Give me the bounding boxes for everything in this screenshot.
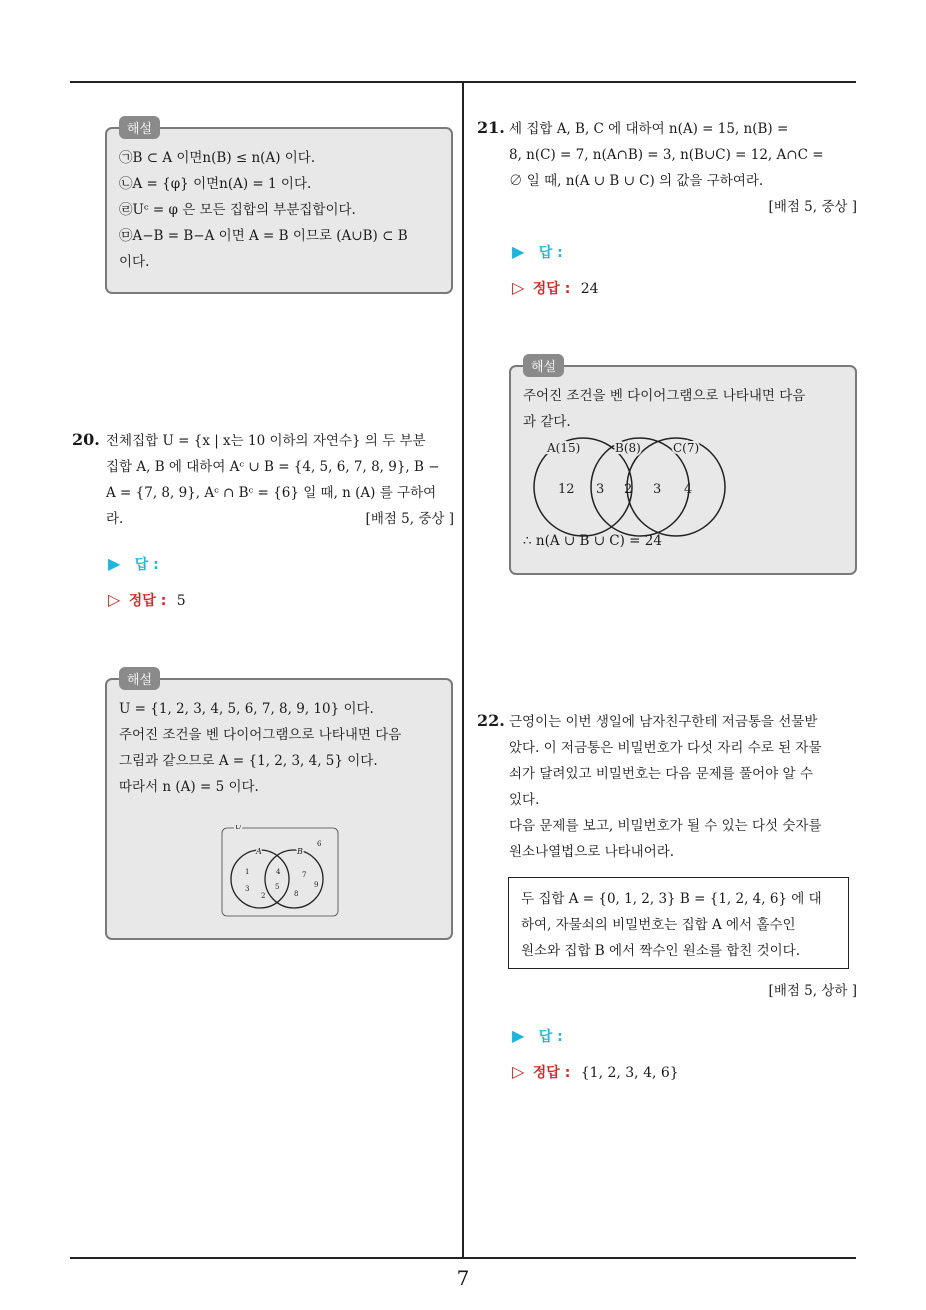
- play-triangle-icon: ▶: [512, 1026, 525, 1045]
- venn-element: 3: [245, 885, 250, 893]
- condition-line: 하여, 자물쇠의 비밀번호는 집합 A 에서 홀수인: [521, 917, 796, 933]
- play-triangle-icon: ▶: [108, 554, 121, 573]
- open-triangle-icon: ▷: [512, 278, 525, 297]
- answer-label: 답 :: [538, 245, 563, 261]
- correct-answer-row-20: [108, 590, 186, 610]
- solution-line: ㉠B ⊂ A 이면n(B) ≤ n(A) 이다.: [119, 150, 316, 166]
- question-line: 근영이는 이번 생일에 남자친구한테 저금통을 선물받: [509, 714, 818, 730]
- condition-line: 두 집합 A = {0, 1, 2, 3} B = {1, 2, 4, 6} 에 대: [521, 891, 822, 907]
- venn-element: 9: [314, 881, 319, 889]
- play-triangle-icon: ▶: [512, 242, 525, 261]
- venn-element: 6: [317, 840, 322, 848]
- solution-line: ㉣Uᶜ = φ 은 모든 집합의 부분집합이다.: [119, 202, 356, 218]
- page-number: 7: [456, 1266, 470, 1290]
- correct-answer-row-21: [512, 278, 599, 298]
- condition-line: 원소와 집합 B 에서 짝수인 원소를 합친 것이다.: [521, 943, 800, 959]
- column-divider: [462, 82, 464, 1257]
- question-line: 있다.: [509, 792, 540, 808]
- correct-value: 24: [580, 281, 599, 297]
- question-line: 다음 문제를 보고, 비밀번호가 될 수 있는 다섯 숫자를: [509, 818, 822, 834]
- solution-box-20: [105, 673, 453, 940]
- answer-label: 답 :: [538, 1029, 563, 1045]
- correct-label: 정답 :: [128, 593, 167, 609]
- question-line: 전체집합 U = {x | x는 10 이하의 자연수} 의 두 부분: [106, 433, 426, 449]
- question-line: 세 집합 A, B, C 에 대하여 n(A) = 15, n(B) =: [509, 121, 789, 137]
- correct-value: 5: [176, 593, 186, 609]
- correct-label: 정답 :: [532, 281, 571, 297]
- question-line: ∅ 일 때, n(A ∪ B ∪ C) 의 값을 구하여라.: [509, 173, 764, 189]
- venn-element: 7: [302, 871, 307, 879]
- question-text-20: [106, 428, 454, 532]
- question-text-22: [509, 709, 857, 865]
- venn-diagram-three-sets: [519, 437, 739, 537]
- question-line: 집합 A, B 에 대하여 Aᶜ ∪ B = {4, 5, 6, 7, 8, 9}, B −: [106, 459, 440, 475]
- question-line: 쇠가 달려있고 비밀번호는 다음 문제를 풀어야 알 수: [509, 766, 813, 782]
- venn-element: 1: [245, 868, 250, 876]
- solution-tag: 해설: [523, 354, 564, 377]
- solution-tag: 해설: [119, 667, 160, 690]
- venn-region-value: 12: [558, 482, 575, 497]
- set-a-label: A(15): [547, 441, 581, 455]
- question-number: 21.: [477, 118, 505, 137]
- venn-region-value: 3: [596, 482, 605, 497]
- set-c-label: C(7): [673, 441, 700, 455]
- solution-line: 그림과 같으므로 A = {1, 2, 3, 4, 5} 이다.: [119, 753, 378, 769]
- solution-line: 과 같다.: [523, 414, 571, 430]
- question-line: 원소나열법으로 나타내어라.: [509, 844, 675, 860]
- set-b-label: B: [297, 847, 303, 856]
- solution-line: 이다.: [119, 254, 150, 270]
- solution-line: 주어진 조건을 벤 다이어그램으로 나타내면 다음: [119, 727, 402, 743]
- question-number: 20.: [72, 430, 100, 449]
- solution-line: 따라서 n (A) = 5 이다.: [119, 779, 259, 795]
- score-label: [배점 5, 상하 ]: [768, 983, 857, 999]
- set-a-label: A: [256, 847, 262, 856]
- solution-box-21: [509, 360, 857, 575]
- solution-box-19: [105, 122, 453, 294]
- answer-row-22: [512, 1026, 563, 1046]
- condition-box: [508, 877, 849, 969]
- solution-line: 주어진 조건을 벤 다이어그램으로 나타내면 다음: [523, 388, 806, 404]
- open-triangle-icon: ▷: [512, 1062, 525, 1081]
- solution-line: U = {1, 2, 3, 4, 5, 6, 7, 8, 9, 10} 이다.: [119, 701, 374, 717]
- venn-element: 4: [276, 868, 281, 876]
- venn-element: 2: [261, 892, 266, 900]
- open-triangle-icon: ▷: [108, 590, 121, 609]
- score-label: [배점 5, 중상 ]: [768, 199, 857, 215]
- venn-region-value: 4: [684, 482, 693, 497]
- question-line: 았다. 이 저금통은 비밀번호가 다섯 자리 수로 된 자물: [509, 740, 822, 756]
- solution-line: ㉡A = {φ} 이면n(A) = 1 이다.: [119, 176, 312, 192]
- question-line: 8, n(C) = 7, n(A∩B) = 3, n(B∪C) = 12, A∩C =: [509, 147, 824, 163]
- correct-answer-row-22: [512, 1062, 679, 1082]
- universe-label: U: [235, 825, 242, 831]
- answer-label: 답 :: [134, 557, 159, 573]
- solution-conclusion: ∴ n(A ∪ B ∪ C) = 24: [523, 533, 662, 549]
- answer-row-21: [512, 242, 563, 262]
- set-b-label: B(8): [615, 441, 641, 455]
- venn-region-value: 2: [624, 482, 633, 497]
- venn-element: 5: [275, 883, 280, 891]
- question-number: 22.: [477, 711, 505, 730]
- venn-diagram-two-sets: [220, 825, 340, 919]
- question-line: 라.: [106, 511, 124, 527]
- score-label: [배점 5, 중상 ]: [365, 511, 454, 527]
- question-text-21: [509, 116, 857, 220]
- bottom-rule: [70, 1257, 856, 1259]
- correct-label: 정답 :: [532, 1065, 571, 1081]
- venn-region-value: 3: [653, 482, 662, 497]
- answer-row-20: [108, 554, 159, 574]
- solution-tag: 해설: [119, 116, 160, 139]
- venn-element: 8: [294, 890, 299, 898]
- solution-line: ㉤A−B = B−A 이면 A = B 이므로 (A∪B) ⊂ B: [119, 228, 408, 244]
- correct-value: {1, 2, 3, 4, 6}: [580, 1065, 679, 1081]
- question-line: A = {7, 8, 9}, Aᶜ ∩ Bᶜ = {6} 일 때, n (A) 를 구하여: [106, 485, 437, 501]
